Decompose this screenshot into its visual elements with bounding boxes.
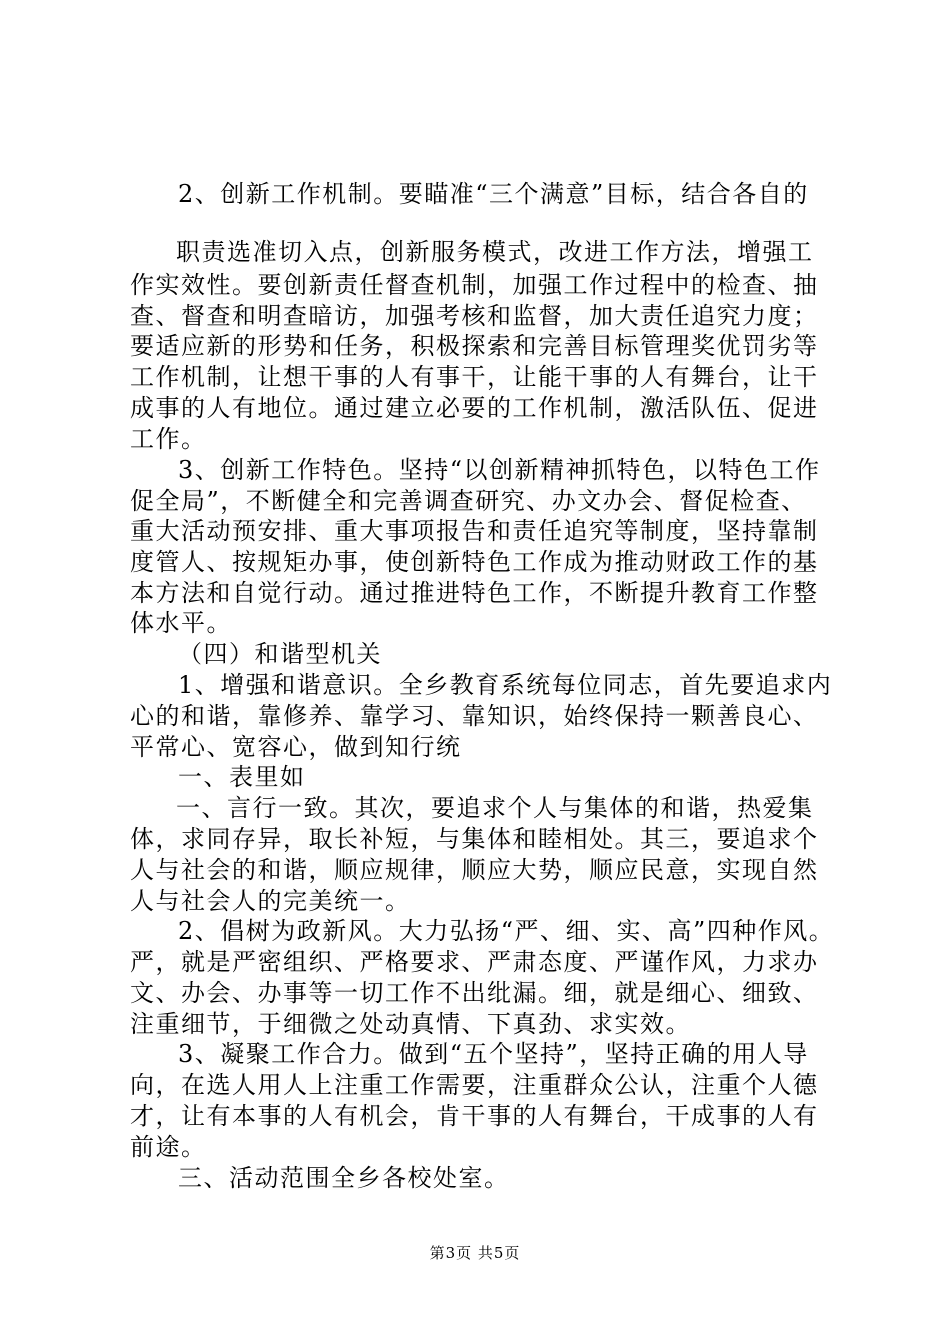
paragraph-line: 作实效性。要创新责任督查机制，加强工作过程中的检查、抽 [130, 271, 819, 299]
paragraph-line: 本方法和自觉行动。通过推进特色工作，不断提升教育工作整 [130, 579, 819, 607]
paragraph-line: 一、言行一致。其次，要追求个人与集体的和谐，热爱集 [176, 794, 814, 822]
section-heading: 三、活动范围全乡各校处室。 [178, 1164, 510, 1192]
paragraph-line: 注重细节，于细微之处动真情、下真劲、求实效。 [130, 1010, 691, 1038]
paragraph-line: 文、办会、办事等一切工作不出纰漏。细，就是细心、细致、 [130, 979, 819, 1007]
paragraph-line: 人与社会的和谐，顺应规律，顺应大势，顺应民意，实现自然 [130, 856, 819, 884]
paragraph-line: 前途。 [130, 1133, 207, 1161]
paragraph-line: 工作机制，让想干事的人有事干，让能干事的人有舞台，让干 [130, 363, 819, 391]
paragraph-line: 度管人、按规矩办事，使创新特色工作成为推动财政工作的基 [130, 548, 819, 576]
paragraph-line: 重大活动预安排、重大事项报告和责任追究等制度，坚持靠制 [130, 517, 819, 545]
paragraph-line: 查、督查和明查暗访，加强考核和监督，加大责任追究力度； [130, 302, 819, 330]
paragraph-line: 1、增强和谐意识。全乡教育系统每位同志，首先要追求内 [178, 671, 833, 699]
paragraph-line: 平常心、宽容心，做到知行统 [130, 733, 462, 761]
paragraph-line: 成事的人有地位。通过建立必要的工作机制，激活队伍、促进 [130, 394, 819, 422]
paragraph-line: 人与社会人的完美统一。 [130, 887, 411, 915]
paragraph-line: 2、创新工作机制。要瞄准“三个满意”目标，结合各自的 [178, 180, 809, 208]
paragraph-line: 向，在选人用人上注重工作需要，注重群众公认，注重个人德 [130, 1071, 819, 1099]
paragraph-line: 严，就是严密组织、严格要求、严肃态度、严谨作风，力求办 [130, 948, 819, 976]
paragraph-line: 要适应新的形势和任务，积极探索和完善目标管理奖优罚劣等 [130, 332, 819, 360]
paragraph-line: 3、凝聚工作合力。做到“五个坚持”，坚持正确的用人导 [178, 1040, 809, 1068]
paragraph-line: 才，让有本事的人有机会，肯干事的人有舞台，干成事的人有 [130, 1102, 819, 1130]
paragraph-line: 体水平。 [130, 609, 232, 637]
page-number: 第3页 共5页 [429, 1244, 521, 1262]
paragraph-line: 体，求同存异，取长补短，与集体和睦相处。其三，要追求个 [130, 825, 819, 853]
section-heading: （四）和谐型机关 [178, 640, 382, 668]
paragraph-line: 职责选准切入点，创新服务模式，改进工作方法，增强工 [176, 238, 814, 266]
paragraph-line: 心的和谐，靠修养、靠学习、靠知识，始终保持一颗善良心、 [130, 702, 819, 730]
paragraph-line: 一、表里如 [178, 763, 306, 791]
paragraph-line: 3、创新工作特色。坚持“以创新精神抓特色，以特色工作 [178, 456, 821, 484]
paragraph-line: 促全局”，不断健全和完善调查研究、办文办会、督促检查、 [130, 487, 807, 515]
paragraph-line: 工作。 [130, 425, 207, 453]
paragraph-line: 2、倡树为政新风。大力弘扬“严、细、实、高”四种作风。 [178, 917, 835, 945]
